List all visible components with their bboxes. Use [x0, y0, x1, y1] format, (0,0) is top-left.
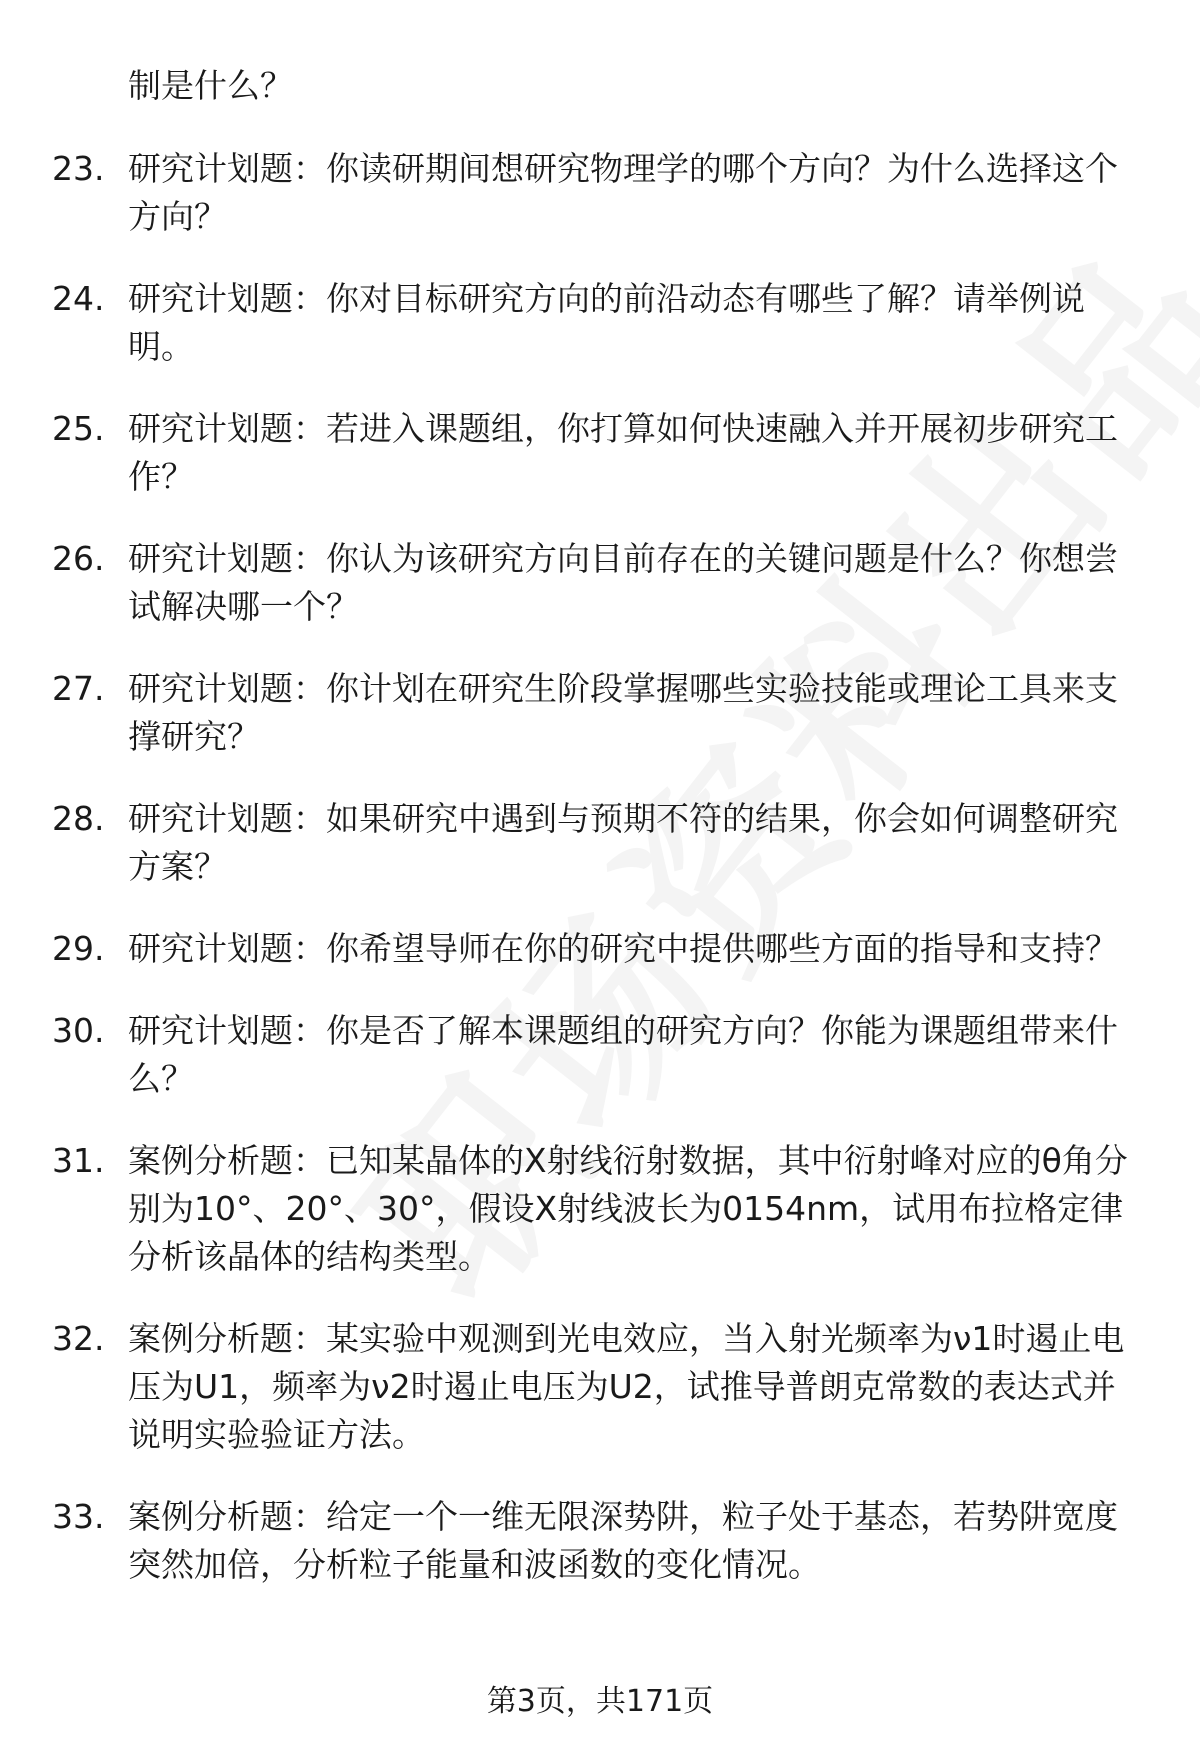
- question-number: 23.: [52, 149, 105, 188]
- question-text: 研究计划题：你认为该研究方向目前存在的关键问题是什么？你想尝试解决哪一个？: [128, 539, 1118, 626]
- question-text: 研究计划题：你对目标研究方向的前沿动态有哪些了解？请举例说明。: [128, 279, 1085, 366]
- question-text: 案例分析题：给定一个一维无限深势阱，粒子处于基态，若势阱宽度突然加倍，分析粒子能量和波函数的变化情况。: [128, 1497, 1118, 1584]
- question-number: 30.: [52, 1011, 105, 1050]
- question-text: 案例分析题：已知某晶体的X射线衍射数据，其中衍射峰对应的θ角分别为10°、20°、30°，假设X射线波长为0154nm，试用布拉格定律分析该晶体的结构类型。: [128, 1141, 1128, 1276]
- question-item: [0, 1493, 1138, 1589]
- question-item: [0, 795, 1138, 891]
- question-item: [0, 1137, 1138, 1281]
- question-number: 32.: [52, 1319, 105, 1358]
- question-number: 33.: [52, 1497, 105, 1536]
- question-number: 26.: [52, 539, 105, 578]
- page-footer: 第3页，共171页: [486, 1684, 714, 1719]
- question-number: 31.: [52, 1141, 105, 1180]
- question-number: 29.: [52, 929, 105, 968]
- question-text: 研究计划题：你是否了解本课题组的研究方向？你能为课题组带来什么？: [128, 1011, 1118, 1098]
- continuation-text: 制是什么？: [128, 66, 293, 105]
- question-number: 28.: [52, 799, 105, 838]
- question-text: 研究计划题：你计划在研究生阶段掌握哪些实验技能或理论工具来支撑研究？: [128, 669, 1118, 756]
- question-text: 研究计划题：如果研究中遇到与预期不符的结果，你会如何调整研究方案？: [128, 799, 1118, 886]
- question-item: [0, 665, 1138, 761]
- question-item: [0, 535, 1138, 631]
- question-item: [0, 925, 1138, 973]
- question-number: 24.: [52, 279, 105, 318]
- question-item: [0, 1315, 1138, 1459]
- question-text: 研究计划题：你读研期间想研究物理学的哪个方向？为什么选择这个方向？: [128, 149, 1118, 236]
- question-item: [0, 405, 1138, 501]
- question-text: 案例分析题：某实验中观测到光电效应，当入射光频率为ν1时遏止电压为U1，频率为ν2时遏止电压为U2，试推导普朗克常数的表达式并说明实验验证方法。: [128, 1319, 1125, 1454]
- question-number: 27.: [52, 669, 105, 708]
- question-item: [0, 1007, 1138, 1103]
- question-item: [0, 275, 1138, 371]
- question-number: 25.: [52, 409, 105, 448]
- question-item: [0, 145, 1138, 241]
- question-text: 研究计划题：你希望导师在你的研究中提供哪些方面的指导和支持？: [128, 929, 1118, 968]
- question-text: 研究计划题：若进入课题组，你打算如何快速融入并开展初步研究工作？: [128, 409, 1118, 496]
- question-list: [0, 145, 1200, 1623]
